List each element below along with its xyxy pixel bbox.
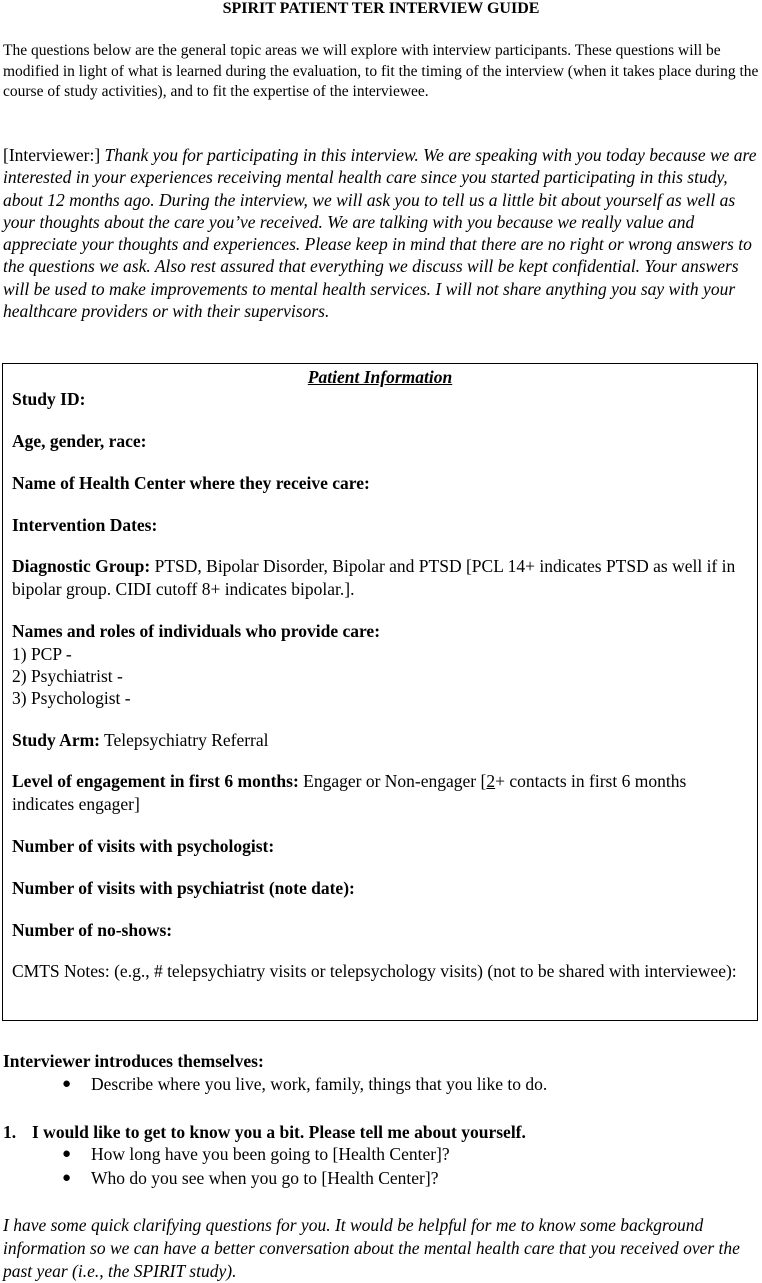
list-item <box>0 1143 762 1167</box>
question-1-bullets <box>0 1143 762 1190</box>
list-item <box>0 1073 762 1097</box>
study-arm-value: Telepsychiatry Referral <box>100 730 269 750</box>
role-pcp: 1) PCP - <box>12 644 72 664</box>
study-id-field: Study ID: <box>12 389 86 409</box>
health-center-field: Name of Health Center where they receive care: <box>12 473 370 493</box>
engagement-value-pre: Engager or Non-engager [ <box>298 771 487 791</box>
question-1 <box>3 1121 526 1143</box>
introduces-bullets <box>0 1073 762 1097</box>
bullet-text: How long have you been going to [Health Center]? <box>91 1144 450 1164</box>
engagement-label: Level of engagement in first 6 months: <box>12 771 299 791</box>
study-arm-field <box>12 729 748 752</box>
closing-paragraph: I have some quick clarifying questions for you. It would be helpful for me to know some background information so we can have a better conversation about the mental health care that you received over the past year (i.e., the SPIRIT study). <box>3 1215 740 1281</box>
bullet-icon: ● <box>62 1169 72 1186</box>
speaker-label: [Interviewer:] <box>3 145 101 165</box>
engagement-value-underlined: 2 <box>486 771 496 791</box>
diagnostic-value: PTSD, Bipolar Disorder, Bipolar and PTSD [PCL 14+ indicates PTSD as well if in bipolar group. CIDI cutoff 8+ indicates bipolar.]. <box>12 556 736 599</box>
bullet-icon: ● <box>62 1076 72 1092</box>
names-roles-field: Names and roles of individuals who provide care: <box>12 621 381 641</box>
role-psychologist: 3) Psychologist - <box>12 688 131 708</box>
question-text: I would like to get to know you a bit. Please tell me about yourself. <box>32 1122 526 1142</box>
visits-psychologist-field: Number of visits with psychologist: <box>12 836 275 856</box>
diagnostic-group-field <box>12 555 748 600</box>
intro-paragraph: The questions below are the general topic areas we will explore with interview participants. These questions will be modified in light of what is learned during the evaluation, to fit the timing of the interview (when it takes place during the course of study activities), and to fit the expertise of the interviewee. <box>3 42 759 100</box>
script-text: Thank you for participating in this interview. We are speaking with you today because we are interested in your experiences receiving mental health care since you started participating in this study, about 12 months ago. During the interview, we will ask you to tell us a little bit about yourself as well as your thoughts about the care you’ve received. We are talking with you because we really value and appreciate your thoughts and experiences. Please keep in mind that there are no right or wrong answers to the questions we ask. Also rest assured that everything we discuss will be kept confidential. Your answers will be used to make improvements to mental health services. I will not share anything you say with your healthcare providers or with their supervisors. <box>3 145 757 322</box>
study-arm-label: Study Arm: <box>12 730 100 750</box>
cmts-notes-field: CMTS Notes: (e.g., # telepsychiatry visits or telepsychology visits) (not to be shared with interviewee): <box>12 961 737 981</box>
engagement-value-post: + contacts in first 6 months indicates engager] <box>12 771 687 814</box>
patient-info-heading: Patient Information <box>307 367 453 387</box>
list-item <box>0 1167 762 1191</box>
patient-info-box <box>2 363 758 1021</box>
age-gender-race-field: Age, gender, race: <box>12 431 147 451</box>
bullet-icon: ● <box>62 1146 72 1162</box>
engagement-field <box>12 770 748 815</box>
bullet-text: Describe where you live, work, family, things that you like to do. <box>91 1074 548 1094</box>
role-psychiatrist: 2) Psychiatrist - <box>12 666 123 686</box>
intervention-dates-field: Intervention Dates: <box>12 515 158 535</box>
question-number: 1. <box>3 1122 17 1142</box>
no-shows-field: Number of no-shows: <box>12 920 173 940</box>
diagnostic-label: Diagnostic Group: <box>12 556 151 576</box>
visits-psychiatrist-field: Number of visits with psychiatrist (note date): <box>12 878 355 898</box>
document-title: SPIRIT PATIENT TER INTERVIEW GUIDE <box>222 0 540 17</box>
introduces-heading: Interviewer introduces themselves: <box>3 1051 264 1071</box>
bullet-text: Who do you see when you go to [Health Center]? <box>91 1167 439 1188</box>
interviewer-script <box>3 144 761 322</box>
